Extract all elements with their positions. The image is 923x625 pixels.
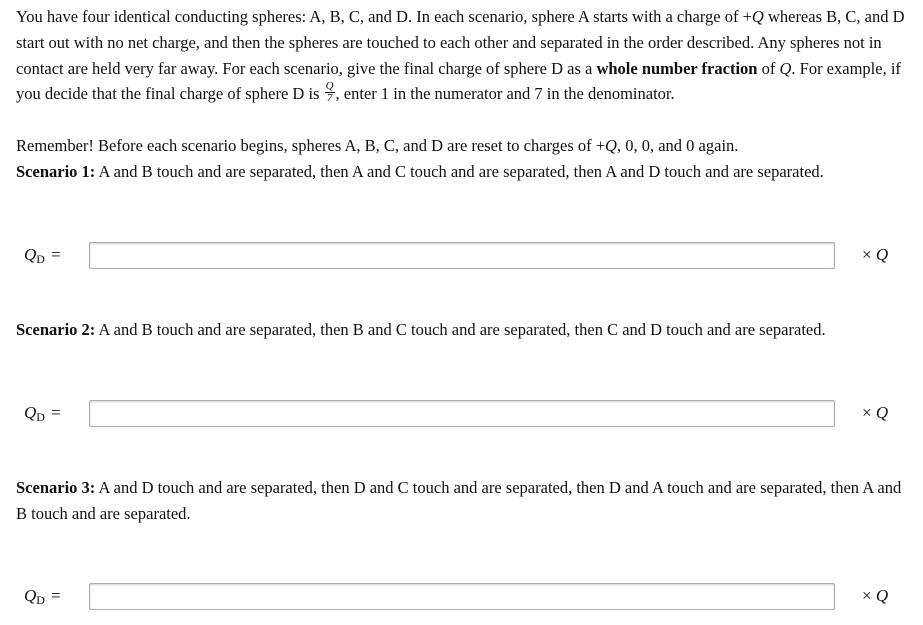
problem-intro <box>16 4 911 107</box>
reset-reminder <box>16 133 911 159</box>
intro-text: . For example, if you decide that the final charge of sphere D is <box>16 58 901 104</box>
fraction-denominator: 7 <box>326 92 333 105</box>
charge-symbol: Q <box>751 7 764 26</box>
charge-symbol: Q <box>779 58 792 78</box>
answer-unit <box>862 245 888 265</box>
answer-unit <box>862 403 888 423</box>
answer-label-equals: = <box>50 586 61 605</box>
scenario-text: A and B touch and are separated, then B and C touch and are separated, then C and D touch and are separated. <box>95 320 826 339</box>
unit-times: × <box>862 245 876 264</box>
unit-symbol: Q <box>875 586 889 605</box>
example-fraction <box>325 81 335 104</box>
charge-symbol: Q <box>605 136 617 155</box>
scenario-text: A and D touch and are separated, then D and C touch and are separated, then D and A touch and are separated, then A and B touch and are separated. <box>16 478 902 523</box>
scenario-1-description <box>16 159 911 185</box>
answer-label-symbol: Q <box>24 245 37 264</box>
scenario-2-answer-row <box>0 400 923 430</box>
answer-label-symbol: Q <box>24 586 37 605</box>
unit-times: × <box>862 586 876 605</box>
answer-label-equals: = <box>50 245 61 264</box>
scenario-3-answer-input[interactable] <box>89 583 835 610</box>
unit-symbol: Q <box>875 245 889 264</box>
intro-emphasis: whole number fraction <box>596 58 758 78</box>
answer-unit <box>862 586 888 606</box>
scenario-3-answer-row <box>0 583 923 613</box>
scenario-label: Scenario 2: <box>16 320 96 339</box>
unit-times: × <box>862 403 876 422</box>
fraction-numerator: Q <box>325 80 334 93</box>
scenario-1-answer-input[interactable] <box>89 242 835 269</box>
unit-symbol: Q <box>875 403 889 422</box>
answer-label-symbol: Q <box>24 403 37 422</box>
reminder-text: , 0, 0, and 0 again. <box>616 136 739 155</box>
scenario-2-answer-input[interactable] <box>89 400 835 427</box>
answer-label-equals: = <box>50 403 61 422</box>
intro-text: , enter 1 in the numerator and 7 in the denominator. <box>335 84 675 104</box>
reminder-text: Remember! Before each scenario begins, spheres A, B, C, and D are reset to charges of + <box>16 136 606 155</box>
scenario-1-answer-row <box>0 242 923 272</box>
scenario-2-description <box>16 317 911 343</box>
answer-label-subscript: D <box>36 593 45 607</box>
intro-text: You have four identical conducting spheres: A, B, C, and D. In each scenario, sphere A starts with a charge of + <box>16 7 752 26</box>
intro-text: of <box>757 58 780 78</box>
scenario-label: Scenario 1: <box>16 162 96 181</box>
intro-text: whereas B, C, and D start out with no net charge, and then the spheres are touched to each other and separated in the order described. Any spheres not in contact are held very far away. For each scenario, give the final charge of sphere D as a <box>16 7 905 78</box>
answer-label <box>24 403 61 425</box>
scenario-label: Scenario 3: <box>16 478 96 497</box>
answer-label <box>24 586 61 608</box>
answer-label <box>24 245 61 267</box>
scenario-text: A and B touch and are separated, then A and C touch and are separated, then A and D touch and are separated. <box>95 162 824 181</box>
scenario-3-description <box>16 475 911 527</box>
answer-label-subscript: D <box>36 252 45 266</box>
answer-label-subscript: D <box>36 410 45 424</box>
